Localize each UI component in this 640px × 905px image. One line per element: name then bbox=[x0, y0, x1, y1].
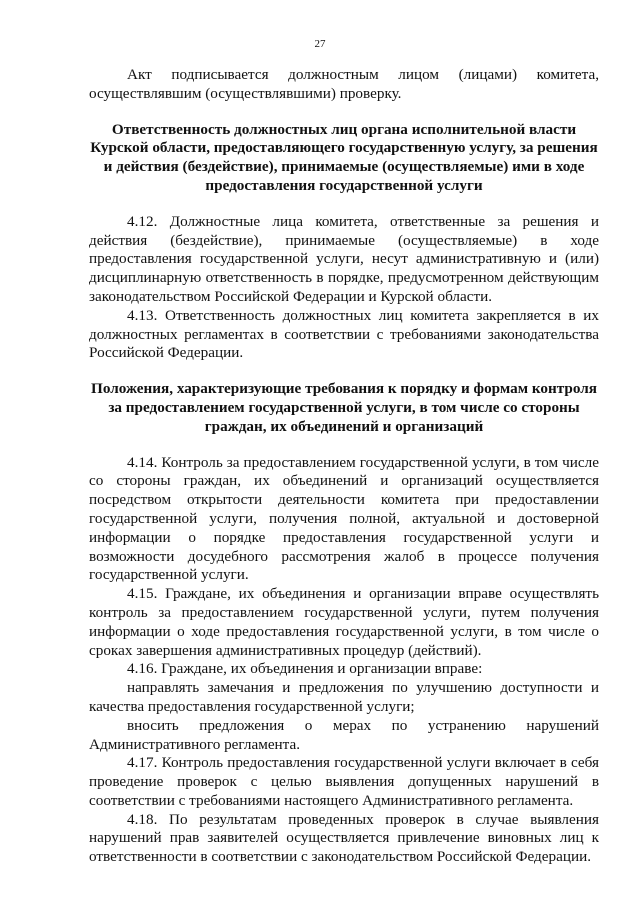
paragraph-4-18: 4.18. По результатам проведенных проверок в случае выявления нарушений прав заявителей осуществляется привлечение виновных лиц к ответственности в соответствии с законодательством Российской Федерации. bbox=[89, 810, 599, 866]
paragraph-4-17: 4.17. Контроль предоставления государственной услуги включает в себя проведение проверок с целью выявления допущенных нарушений в соответствии с требованиями настоящего Административного регламента. bbox=[89, 754, 599, 809]
section-heading-control: Положения, характеризующие требования к порядку и формам контроля за предоставлением государственной услуги, в том числе со стороны граждан, их объединений и организаций bbox=[91, 380, 597, 435]
document-body bbox=[89, 66, 599, 867]
paragraph-4-16: 4.16. Граждане, их объединения и организации вправе: bbox=[127, 660, 483, 678]
intro-paragraph: Акт подписывается должностным лицом (лицами) комитета, осуществлявшим (осуществлявшими) проверку. bbox=[89, 66, 599, 102]
paragraph-4-15: 4.15. Граждане, их объединения и организации вправе осуществлять контроль за предоставлением государственной услуги, путем получения информации о ходе предоставления государственной услуги, в том числе о сроках завершения административных процедур (действий). bbox=[89, 585, 599, 659]
paragraph-4-12: 4.12. Должностные лица комитета, ответственные за решения и действия (бездействие), принимаемые (осуществляемые) в ходе предоставления государственной услуги, несут административную и (или) дисциплинарную ответственность в порядке, предусмотренном действующим законодательством Российской Федерации и Курской области. bbox=[89, 212, 599, 305]
paragraph-4-16-item-2: вносить предложения о мерах по устранению нарушений Административного регламента. bbox=[89, 716, 599, 753]
page-number: 27 bbox=[314, 38, 326, 50]
paragraph-4-16-item-1: направлять замечания и предложения по улучшению доступности и качества предоставления государственной услуги; bbox=[89, 679, 599, 715]
paragraph-4-14: 4.14. Контроль за предоставлением государственной услуги, в том числе со стороны граждан, их объединений и организаций осуществляется посредством открытости деятельности комитета при предоставлении государственной услуги, получения полной, актуальной и достоверной информации о порядке предоставления государственной услуги и возможности досудебного рассмотрения жалоб в процессе получения государственной услуги. bbox=[89, 453, 599, 584]
paragraph-4-13: 4.13. Ответственность должностных лиц комитета закрепляется в их должностных регламентах в соответствии с требованиями законодательства Российской Федерации. bbox=[89, 306, 599, 362]
section-heading-responsibility: Ответственность должностных лиц органа исполнительной власти Курской области, предоставляющего государственную услугу, за решения и действия (бездействие), принимаемые (осуществляемые) ими в ходе предоставления государственной услуги bbox=[90, 120, 598, 194]
